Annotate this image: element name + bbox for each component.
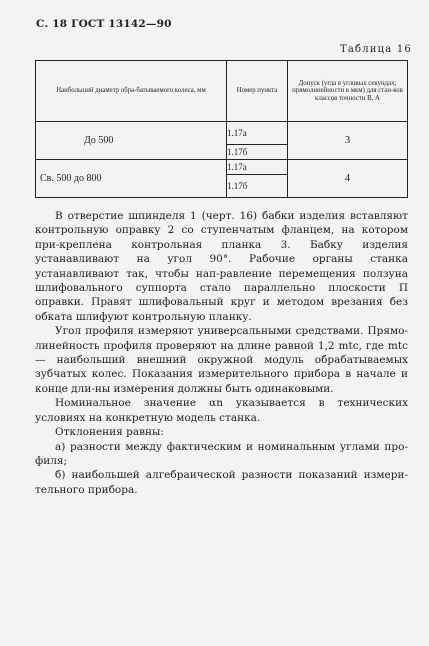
paragraph-deviation-a: а) разности между фактическим и номинальным углами про-филя; <box>35 440 408 467</box>
table-row <box>36 122 408 145</box>
paragraph-deviation-b: б) наибольшей алгебраической разности показаний измери-тельного прибора. <box>35 469 408 496</box>
table-caption: Таблица 16 <box>340 44 412 55</box>
cell-item-number: 1.17б <box>227 145 288 160</box>
table-header-row <box>36 61 408 122</box>
header-item-number: Номер пункта <box>227 61 288 122</box>
cell-item-number: 1.17б <box>227 175 288 198</box>
header-diameter: Наибольший диаметр обра-батываемого колеса, мм <box>36 61 227 122</box>
paragraph-measurement: Угол профиля измеряют универсальными средствами. Прямо-линейность профиля проверяют на длине равной 1,2 mtc, где mtc — наибольший внешний окружной модуль обрабатываемых зубчатых колес. Показания измерительного прибора в начале и конце дли-ны измерения должны быть одинаковыми. <box>35 325 408 395</box>
paragraph-setup: В отверстие шпинделя 1 (черт. 16) бабки изделия вставляют контрольную оправку 2 со ступенчатым фланцем, на котором при-креплена контрольная планка 3. Бабку изделия устанавливают на угол 90°. Рабочие органы станка устанавливают так, чтобы нап-равление перемещения ползуна шлифовального суппорта стало параллельно плоскости П оправки. Правят шлифовальный круг и методом врезания без обката шлифуют контрольную планку. <box>35 210 408 323</box>
cell-item-number: 1.17а <box>227 160 288 175</box>
tolerance-table <box>35 60 408 198</box>
cell-item-number: 1.17а <box>227 122 288 145</box>
page-header: С. 18 ГОСТ 13142—90 <box>36 18 172 30</box>
header-tolerance: Допуск (угла в угловых секундах; прямолинейности в мкм) для стан-ков классов точности В, А <box>288 61 408 122</box>
body-text <box>35 209 408 497</box>
paragraph-deviations-intro: Отклонения равны: <box>55 426 164 439</box>
cell-diameter: Св. 500 до 800 <box>36 160 227 198</box>
paragraph-nominal-value: Номинальное значение αn указывается в технических условиях на конкретную модель станка. <box>35 397 408 424</box>
table-row <box>36 160 408 175</box>
cell-tolerance: 4 <box>288 160 408 198</box>
cell-tolerance: 3 <box>288 122 408 160</box>
cell-diameter: До 500 <box>36 122 227 160</box>
